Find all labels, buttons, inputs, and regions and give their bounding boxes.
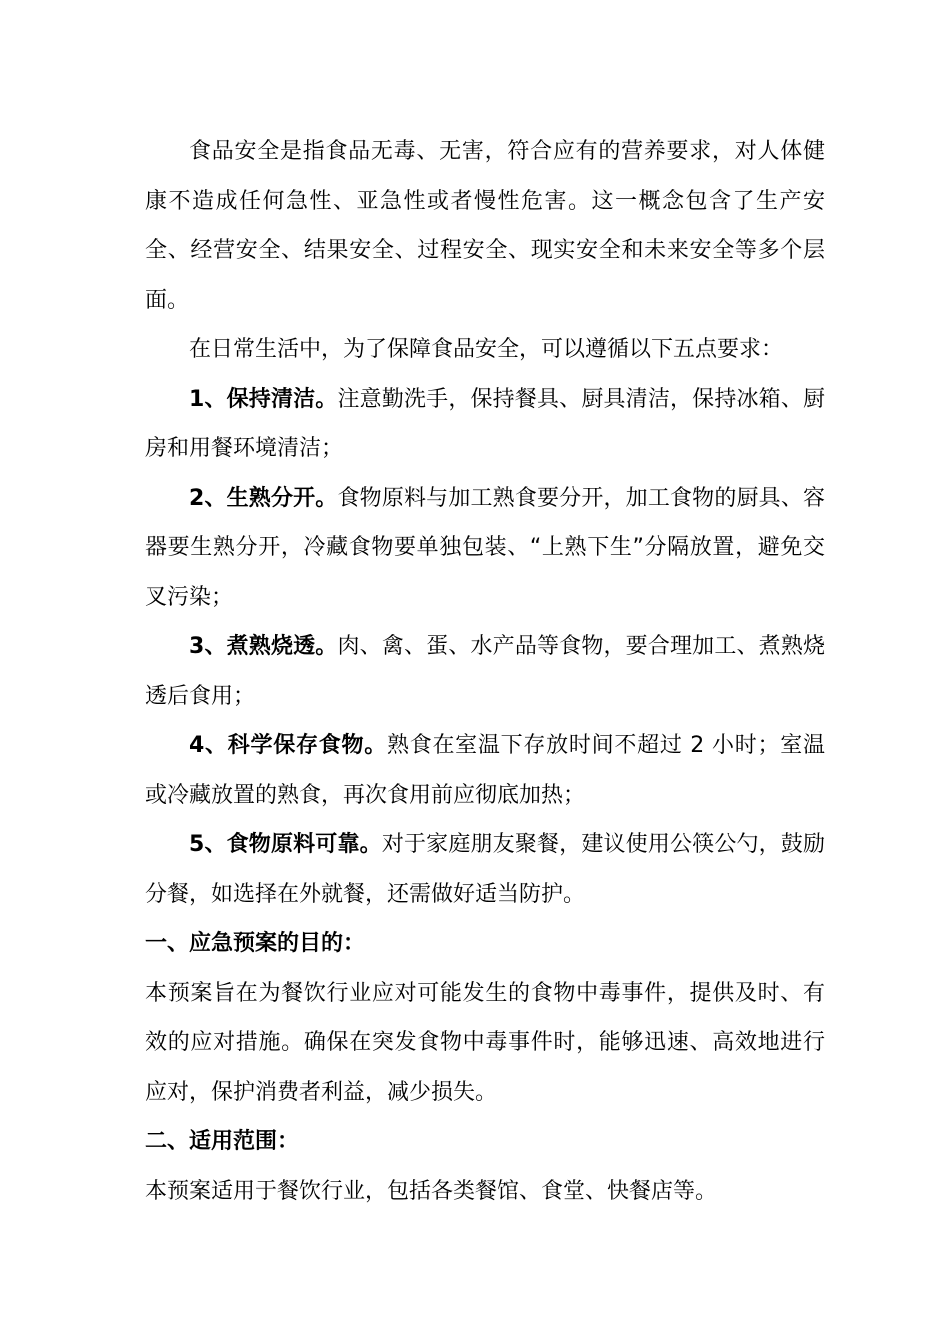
section-heading-purpose: 一、应急预案的目的： (145, 931, 366, 956)
rule-title: 3、煮熟烧透。 (189, 634, 338, 659)
rule-item (145, 375, 825, 474)
rule-text: 肉、禽、蛋、水产品等食物，要合理加工、煮熟烧透后食用； (145, 634, 825, 709)
rule-title: 2、生熟分开。 (189, 485, 338, 511)
intro-paragraph-definition: 食品安全是指食品无毒、无害，符合应有的营养要求，对人体健康不造成任何急性、亚急性或者慢性危害。这一概念包含了生产安全、经营安全、结果安全、过程安全、现实安全和未来安全等多个层面。 (145, 139, 825, 313)
rule-text: 熟食在室温下存放时间不超过 2 小时；室温或冷藏放置的熟食，再次食用前应彻底加热； (145, 733, 825, 808)
rule-text: 食物原料与加工熟食要分开，加工食物的厨具、容器要生熟分开，冷藏食物要单独包装、“上熟下生”分隔放置，避免交叉污染； (145, 485, 825, 610)
section-heading-scope: 二、适用范围： (145, 1129, 300, 1154)
rule-title: 4、科学保存食物。 (189, 733, 387, 758)
rule-item (145, 820, 825, 919)
section-body-purpose: 本预案旨在为餐饮行业应对可能发生的食物中毒事件，提供及时、有效的应对措施。确保在突发食物中毒事件时，能够迅速、高效地进行应对，保护消费者利益，减少损失。 (145, 980, 825, 1105)
rule-item (145, 721, 825, 820)
document-body (145, 127, 825, 1216)
rule-text: 对于家庭朋友聚餐，建议使用公筷公勺，鼓励分餐，如选择在外就餐，还需做好适当防护。 (145, 832, 825, 907)
intro-paragraph-requirements: 在日常生活中，为了保障食品安全，可以遵循以下五点要求： (189, 337, 784, 362)
rule-title: 5、食物原料可靠。 (189, 832, 382, 857)
rule-item (145, 622, 825, 721)
section-body-scope: 本预案适用于餐饮行业，包括各类餐馆、食堂、快餐店等。 (145, 1178, 718, 1204)
rule-item (145, 474, 825, 623)
rule-title: 1、保持清洁。 (189, 386, 338, 412)
rule-text: 注意勤洗手，保持餐具、厨具清洁，保持冰箱、厨房和用餐环境清洁； (145, 386, 825, 461)
